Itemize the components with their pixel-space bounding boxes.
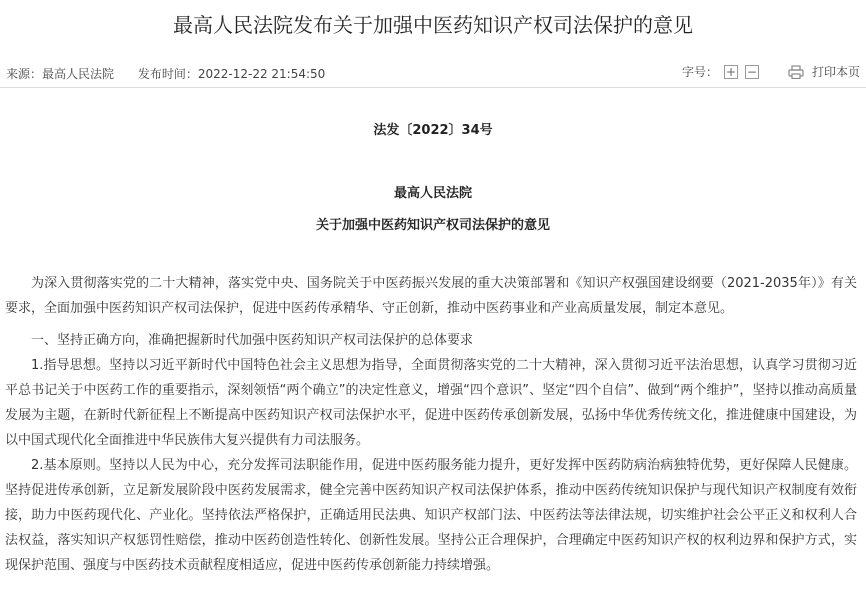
body-paragraph: 2.基本原则。坚持以人民为中心，充分发挥司法职能作用，促进中医药服务能力提升，更好发挥中医药防病治病独特优势，更好保障人民健康。坚持促进传承创新，立足新发展阶段中医药发展需求，健全完善中医药知识产权司法保护体系，推动中医药传统知识保护与现代知识产权制度有效衔接，助力中医药现代化、产业化。坚持依法严格保护，正确适用民法典、知识产权部门法、中医药法等法律法规，切实维护社会公平正义和权利人合法权益，落实知识产权惩罚性赔偿，推动中医药创造性转化、创新性发展。坚持公正合理保护，合理确定中医药知识产权的权利边界和保护方式，实现保护范围、强度与中医药技术贡献程度相适应，促进中医药传承创新能力持续增强。: [5, 458, 857, 573]
document-issuer: 最高人民法院: [393, 186, 472, 201]
font-decrease-button[interactable]: [745, 65, 759, 79]
article-meta-bar: [0, 57, 866, 88]
font-size-label: 字号：: [681, 65, 718, 79]
article-tools: [682, 63, 860, 80]
print-button[interactable]: [788, 63, 860, 80]
printer-icon: [788, 65, 804, 79]
font-increase-button[interactable]: [724, 65, 738, 79]
section-heading: 一、坚持正确方向，准确把握新时代加强中医药知识产权司法保护的总体要求: [31, 333, 474, 348]
article-meta-info: [6, 65, 345, 82]
source-label: 来源：最高人民法院: [6, 67, 115, 81]
publish-time: 发布时间：2022-12-22 21:54:50: [137, 67, 326, 81]
print-label: 打印本页: [811, 65, 860, 79]
document-number: 法发〔2022〕34号: [373, 123, 493, 138]
plus-icon: +: [725, 64, 737, 79]
minus-icon: −: [746, 64, 758, 79]
body-paragraph: 1.指导思想。坚持以习近平新时代中国特色社会主义思想为指导，全面贯彻落实党的二十大精神，深入贯彻习近平法治思想，认真学习贯彻习近平总书记关于中医药工作的重要指示，深刻领悟“两个确立”的决定性意义，增强“四个意识”、坚定“四个自信”、做到“两个维护”，坚持以推动高质量发展为主题，在新时代新征程上不断提高中医药知识产权司法保护水平，促进中医药传承创新发展，弘扬中华优秀传统文化，推进健康中国建设，为以中国式现代化全面推进中华民族伟大复兴提供有力司法服务。: [5, 358, 857, 448]
document-body: [5, 271, 857, 578]
document-title: 关于加强中医药知识产权司法保护的意见: [315, 218, 550, 233]
page-title: 最高人民法院发布关于加强中医药知识产权司法保护的意见: [173, 13, 693, 37]
body-paragraph: 为深入贯彻落实党的二十大精神，落实党中央、国务院关于中医药振兴发展的重大决策部署和《知识产权强国建设纲要（2021-2035年）》有关要求，全面加强中医药知识产权司法保护，促进中医药传承精华、守正创新，推动中医药事业和产业高质量发展，制定本意见。: [5, 276, 857, 316]
